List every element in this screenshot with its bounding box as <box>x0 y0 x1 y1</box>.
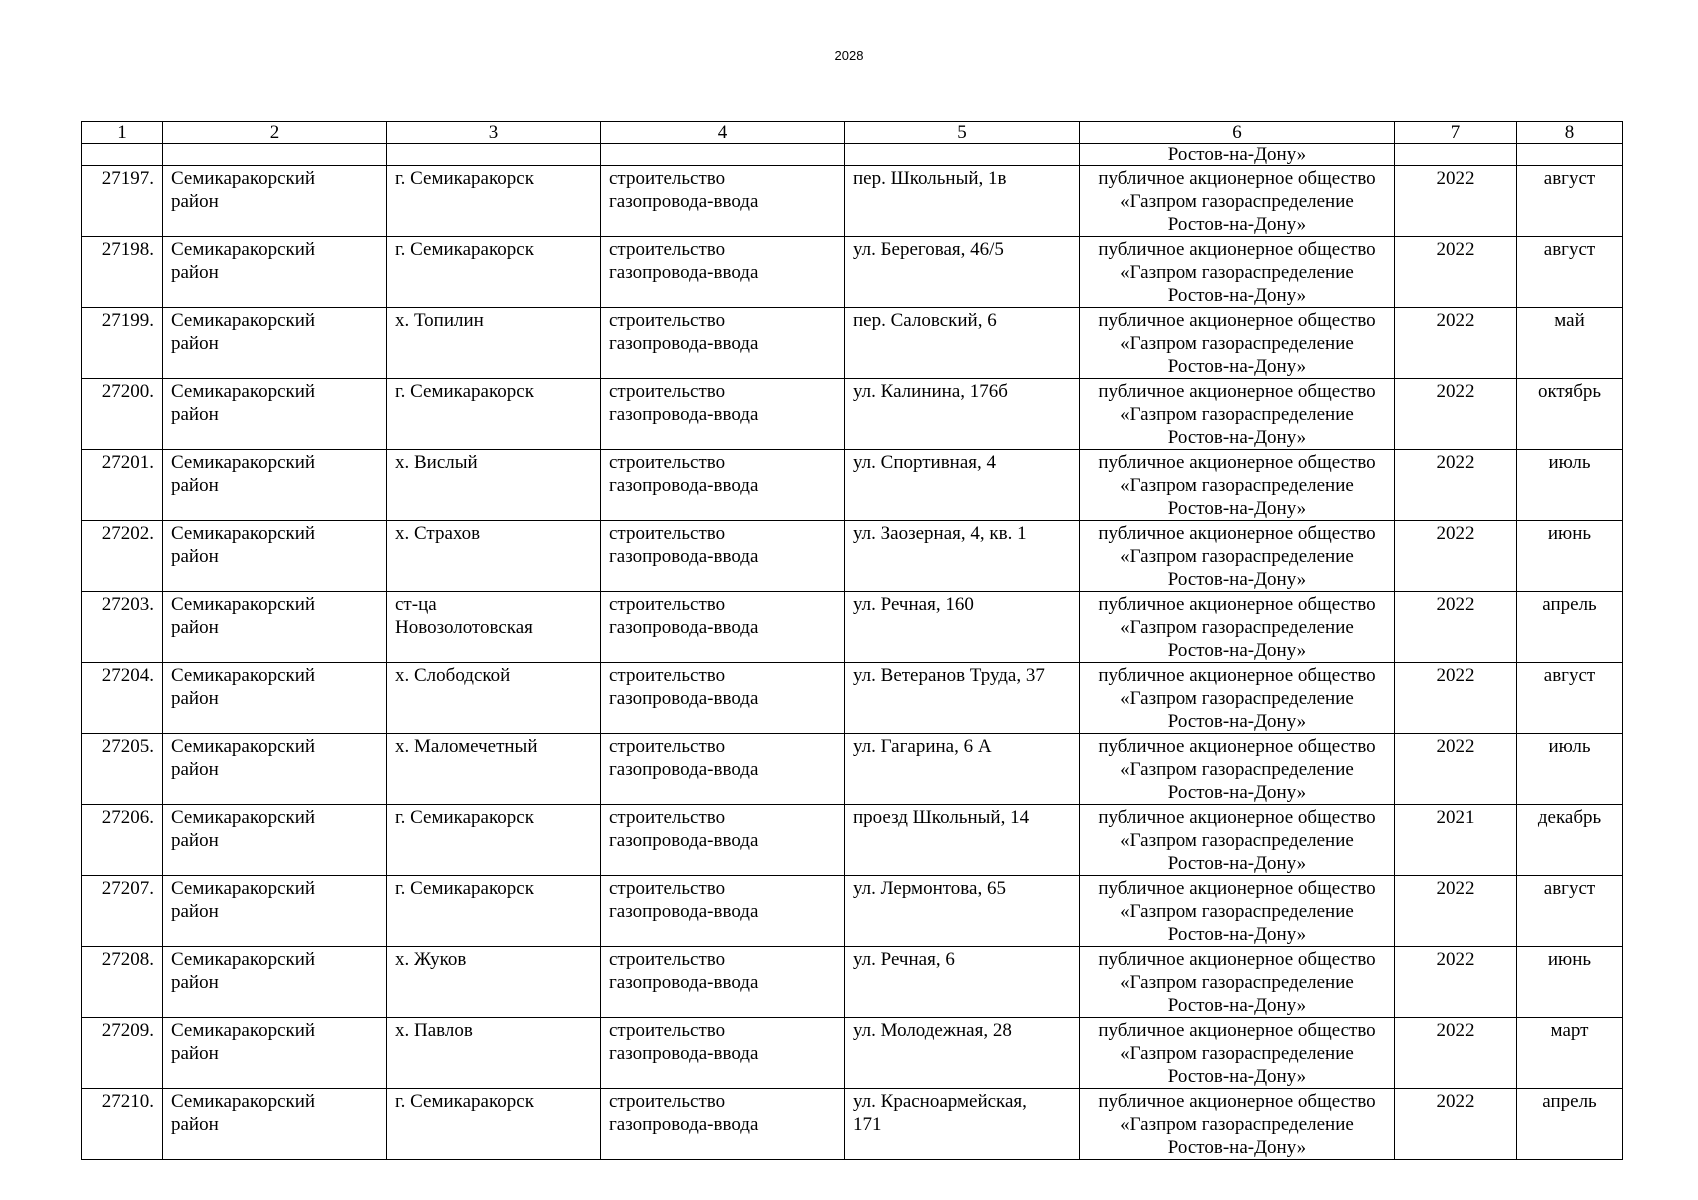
locality-cell: г. Семикаракорск <box>387 876 601 947</box>
locality-cell: х. Слободской <box>387 663 601 734</box>
month-cell: июнь <box>1517 947 1623 1018</box>
table-row <box>82 592 1623 663</box>
row-number-cell: 27204. <box>82 663 163 734</box>
column-number-header: 6 <box>1080 122 1395 144</box>
locality-cell: г. Семикаракорск <box>387 1089 601 1160</box>
table-body <box>82 122 1623 1160</box>
work-type-cell: строительство газопровода-ввода <box>601 308 845 379</box>
address-cell: ул. Молодежная, 28 <box>845 1018 1080 1089</box>
month-cell: июль <box>1517 734 1623 805</box>
district-cell: Семикаракорский район <box>163 663 387 734</box>
continuation-org-cell: Ростов-на-Дону» <box>1080 144 1395 166</box>
locality-cell: г. Семикаракорск <box>387 166 601 237</box>
year-cell: 2022 <box>1395 237 1517 308</box>
organization-cell: публичное акционерное общество «Газпром газораспределение Ростов-на-Дону» <box>1080 1089 1395 1160</box>
table-row <box>82 947 1623 1018</box>
year-cell: 2022 <box>1395 521 1517 592</box>
year-cell: 2022 <box>1395 592 1517 663</box>
continuation-row <box>82 144 1623 166</box>
address-cell: пер. Саловский, 6 <box>845 308 1080 379</box>
address-cell: ул. Красноармейская, 171 <box>845 1089 1080 1160</box>
work-type-cell: строительство газопровода-ввода <box>601 663 845 734</box>
table-row <box>82 805 1623 876</box>
row-number-cell: 27199. <box>82 308 163 379</box>
district-cell: Семикаракорский район <box>163 1089 387 1160</box>
year-cell: 2022 <box>1395 450 1517 521</box>
month-cell: август <box>1517 237 1623 308</box>
continuation-cell <box>845 144 1080 166</box>
row-number-cell: 27202. <box>82 521 163 592</box>
continuation-cell <box>163 144 387 166</box>
organization-cell: публичное акционерное общество «Газпром газораспределение Ростов-на-Дону» <box>1080 166 1395 237</box>
organization-cell: публичное акционерное общество «Газпром газораспределение Ростов-на-Дону» <box>1080 450 1395 521</box>
column-number-header: 2 <box>163 122 387 144</box>
year-cell: 2022 <box>1395 1018 1517 1089</box>
year-cell: 2022 <box>1395 379 1517 450</box>
column-number-header: 3 <box>387 122 601 144</box>
month-cell: декабрь <box>1517 805 1623 876</box>
table-row <box>82 237 1623 308</box>
locality-cell: г. Семикаракорск <box>387 379 601 450</box>
table-row <box>82 450 1623 521</box>
organization-cell: публичное акционерное общество «Газпром газораспределение Ростов-на-Дону» <box>1080 734 1395 805</box>
year-cell: 2022 <box>1395 663 1517 734</box>
gas-pipeline-table <box>81 121 1623 1160</box>
row-number-cell: 27197. <box>82 166 163 237</box>
organization-cell: публичное акционерное общество «Газпром газораспределение Ростов-на-Дону» <box>1080 592 1395 663</box>
address-cell: пер. Школьный, 1в <box>845 166 1080 237</box>
year-cell: 2022 <box>1395 876 1517 947</box>
district-cell: Семикаракорский район <box>163 379 387 450</box>
work-type-cell: строительство газопровода-ввода <box>601 521 845 592</box>
address-cell: ул. Лермонтова, 65 <box>845 876 1080 947</box>
locality-cell: ст-ца Новозолотовская <box>387 592 601 663</box>
address-cell: ул. Речная, 160 <box>845 592 1080 663</box>
table-row <box>82 1089 1623 1160</box>
organization-cell: публичное акционерное общество «Газпром газораспределение Ростов-на-Дону» <box>1080 663 1395 734</box>
column-number-header: 1 <box>82 122 163 144</box>
row-number-cell: 27201. <box>82 450 163 521</box>
month-cell: август <box>1517 663 1623 734</box>
address-cell: ул. Заозерная, 4, кв. 1 <box>845 521 1080 592</box>
address-cell: проезд Школьный, 14 <box>845 805 1080 876</box>
column-number-header: 5 <box>845 122 1080 144</box>
district-cell: Семикаракорский район <box>163 308 387 379</box>
row-number-cell: 27198. <box>82 237 163 308</box>
work-type-cell: строительство газопровода-ввода <box>601 592 845 663</box>
organization-cell: публичное акционерное общество «Газпром газораспределение Ростов-на-Дону» <box>1080 876 1395 947</box>
table-row <box>82 379 1623 450</box>
month-cell: август <box>1517 876 1623 947</box>
organization-cell: публичное акционерное общество «Газпром газораспределение Ростов-на-Дону» <box>1080 237 1395 308</box>
district-cell: Семикаракорский район <box>163 734 387 805</box>
locality-cell: х. Страхов <box>387 521 601 592</box>
year-cell: 2022 <box>1395 734 1517 805</box>
address-cell: ул. Береговая, 46/5 <box>845 237 1080 308</box>
year-cell: 2021 <box>1395 805 1517 876</box>
row-number-cell: 27210. <box>82 1089 163 1160</box>
month-cell: май <box>1517 308 1623 379</box>
district-cell: Семикаракорский район <box>163 166 387 237</box>
locality-cell: х. Топилин <box>387 308 601 379</box>
work-type-cell: строительство газопровода-ввода <box>601 237 845 308</box>
district-cell: Семикаракорский район <box>163 876 387 947</box>
year-cell: 2022 <box>1395 166 1517 237</box>
continuation-cell <box>1517 144 1623 166</box>
year-cell: 2022 <box>1395 947 1517 1018</box>
year-cell: 2022 <box>1395 308 1517 379</box>
address-cell: ул. Гагарина, 6 А <box>845 734 1080 805</box>
district-cell: Семикаракорский район <box>163 1018 387 1089</box>
work-type-cell: строительство газопровода-ввода <box>601 450 845 521</box>
month-cell: апрель <box>1517 592 1623 663</box>
work-type-cell: строительство газопровода-ввода <box>601 876 845 947</box>
table-row <box>82 663 1623 734</box>
organization-cell: публичное акционерное общество «Газпром газораспределение Ростов-на-Дону» <box>1080 308 1395 379</box>
locality-cell: г. Семикаракорск <box>387 805 601 876</box>
row-number-cell: 27209. <box>82 1018 163 1089</box>
district-cell: Семикаракорский район <box>163 805 387 876</box>
column-number-header: 7 <box>1395 122 1517 144</box>
locality-cell: х. Жуков <box>387 947 601 1018</box>
work-type-cell: строительство газопровода-ввода <box>601 1018 845 1089</box>
month-cell: апрель <box>1517 1089 1623 1160</box>
table-row <box>82 308 1623 379</box>
continuation-cell <box>82 144 163 166</box>
continuation-cell <box>601 144 845 166</box>
organization-cell: публичное акционерное общество «Газпром газораспределение Ростов-на-Дону» <box>1080 379 1395 450</box>
column-number-header-row <box>82 122 1623 144</box>
page-number: 2028 <box>834 48 864 63</box>
address-cell: ул. Речная, 6 <box>845 947 1080 1018</box>
column-number-header: 4 <box>601 122 845 144</box>
work-type-cell: строительство газопровода-ввода <box>601 734 845 805</box>
row-number-cell: 27207. <box>82 876 163 947</box>
column-number-header: 8 <box>1517 122 1623 144</box>
locality-cell: х. Павлов <box>387 1018 601 1089</box>
month-cell: август <box>1517 166 1623 237</box>
continuation-cell <box>1395 144 1517 166</box>
district-cell: Семикаракорский район <box>163 521 387 592</box>
work-type-cell: строительство газопровода-ввода <box>601 1089 845 1160</box>
month-cell: март <box>1517 1018 1623 1089</box>
month-cell: октябрь <box>1517 379 1623 450</box>
address-cell: ул. Ветеранов Труда, 37 <box>845 663 1080 734</box>
work-type-cell: строительство газопровода-ввода <box>601 947 845 1018</box>
row-number-cell: 27200. <box>82 379 163 450</box>
table-row <box>82 734 1623 805</box>
continuation-cell <box>387 144 601 166</box>
work-type-cell: строительство газопровода-ввода <box>601 166 845 237</box>
organization-cell: публичное акционерное общество «Газпром газораспределение Ростов-на-Дону» <box>1080 805 1395 876</box>
table-row <box>82 521 1623 592</box>
table-row <box>82 876 1623 947</box>
organization-cell: публичное акционерное общество «Газпром газораспределение Ростов-на-Дону» <box>1080 1018 1395 1089</box>
work-type-cell: строительство газопровода-ввода <box>601 379 845 450</box>
table-row <box>82 1018 1623 1089</box>
month-cell: июнь <box>1517 521 1623 592</box>
locality-cell: г. Семикаракорск <box>387 237 601 308</box>
address-cell: ул. Спортивная, 4 <box>845 450 1080 521</box>
district-cell: Семикаракорский район <box>163 592 387 663</box>
locality-cell: х. Маломечетный <box>387 734 601 805</box>
address-cell: ул. Калинина, 176б <box>845 379 1080 450</box>
row-number-cell: 27205. <box>82 734 163 805</box>
locality-cell: х. Вислый <box>387 450 601 521</box>
month-cell: июль <box>1517 450 1623 521</box>
table-row <box>82 166 1623 237</box>
district-cell: Семикаракорский район <box>163 450 387 521</box>
district-cell: Семикаракорский район <box>163 237 387 308</box>
organization-cell: публичное акционерное общество «Газпром газораспределение Ростов-на-Дону» <box>1080 947 1395 1018</box>
district-cell: Семикаракорский район <box>163 947 387 1018</box>
row-number-cell: 27208. <box>82 947 163 1018</box>
year-cell: 2022 <box>1395 1089 1517 1160</box>
row-number-cell: 27206. <box>82 805 163 876</box>
row-number-cell: 27203. <box>82 592 163 663</box>
organization-cell: публичное акционерное общество «Газпром газораспределение Ростов-на-Дону» <box>1080 521 1395 592</box>
work-type-cell: строительство газопровода-ввода <box>601 805 845 876</box>
